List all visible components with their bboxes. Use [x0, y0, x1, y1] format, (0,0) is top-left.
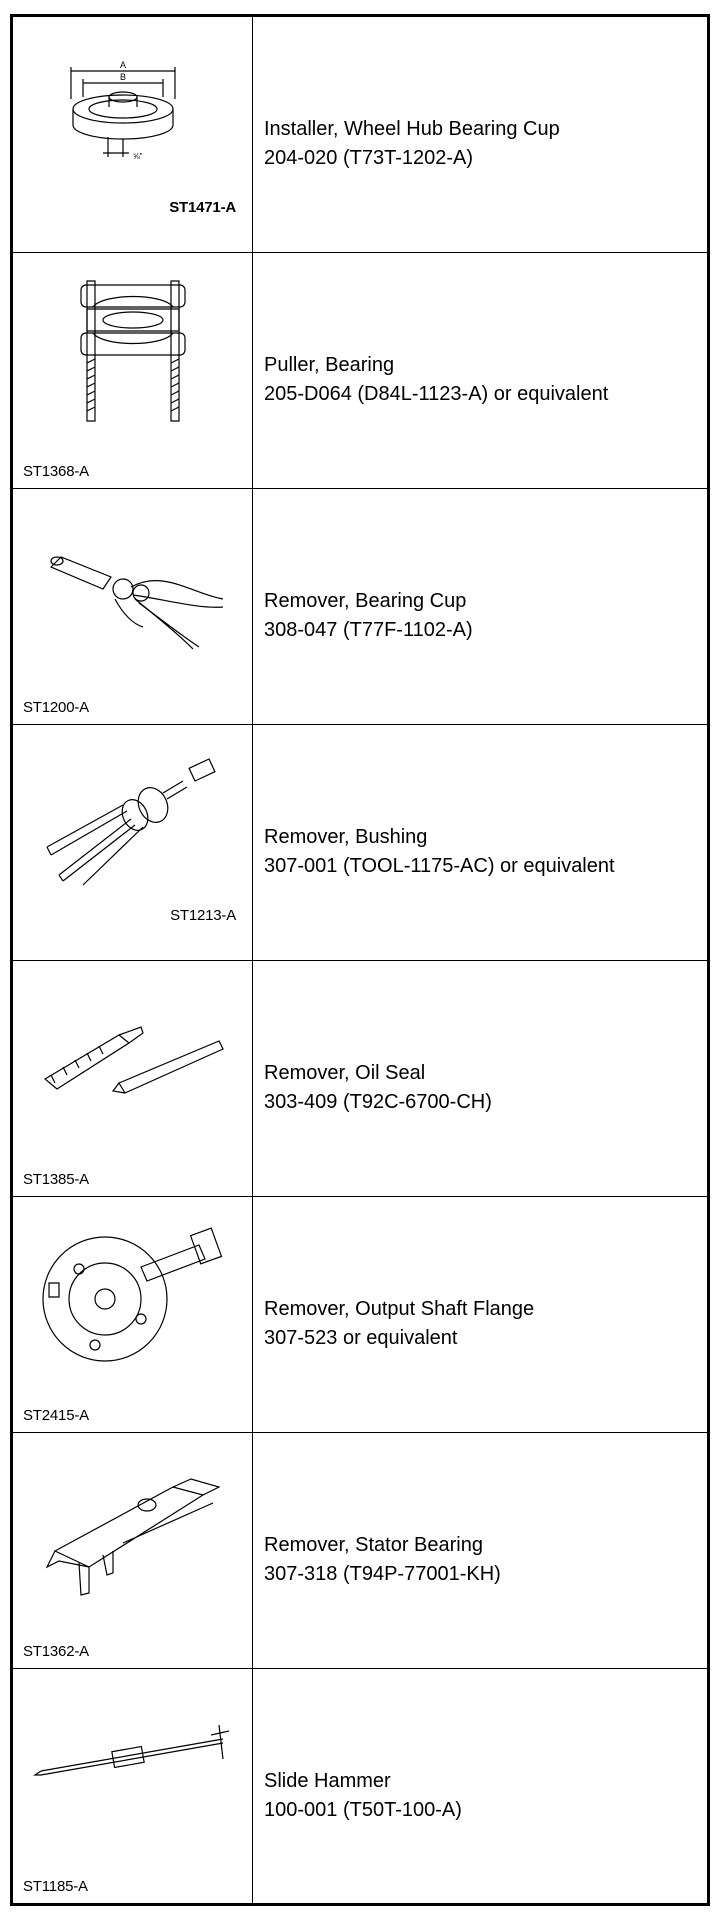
- dimension-label-c: ⅝": [133, 152, 143, 161]
- illustration-code: ST1385-A: [23, 1171, 89, 1188]
- tool-row: [13, 253, 707, 489]
- dimension-label-a: A: [119, 60, 127, 70]
- tool-illustration-cell: [13, 253, 253, 488]
- illustration-code: ST1368-A: [23, 463, 89, 480]
- tool-description-cell: [254, 1197, 707, 1432]
- tool-name: Remover, Oil Seal: [264, 1062, 426, 1084]
- tool-description-cell: [254, 253, 707, 488]
- tool-row: [13, 1669, 707, 1903]
- tool-name: Puller, Bearing: [264, 354, 395, 376]
- bearing-cup-remover-icon: [23, 499, 243, 659]
- oil-seal-remover-icon: [23, 971, 243, 1131]
- tool-number: 303-409 (T92C-6700-CH): [264, 1091, 492, 1113]
- tool-number: 307-001 (TOOL-1175-AC) or equivalent: [264, 855, 615, 877]
- illustration-code: ST1213-A: [170, 907, 236, 924]
- illustration-code: ST1185-A: [23, 1878, 88, 1895]
- stator-bearing-remover-icon: [23, 1443, 243, 1603]
- bearing-puller-icon: [23, 263, 243, 423]
- tool-illustration-cell: [13, 961, 253, 1196]
- tool-name: Remover, Stator Bearing: [264, 1534, 483, 1556]
- tool-description-cell: [254, 17, 707, 252]
- tool-number: 307-523 or equivalent: [264, 1327, 458, 1349]
- tool-number: 205-D064 (D84L-1123-A) or equivalent: [264, 383, 609, 405]
- tool-number: 307-318 (T94P-77001-KH): [264, 1563, 501, 1585]
- special-tools-table: [10, 14, 710, 1906]
- tool-name: Slide Hammer: [264, 1770, 391, 1792]
- tool-number: 204-020 (T73T-1202-A): [264, 147, 474, 169]
- tool-name: Remover, Bushing: [264, 826, 428, 848]
- tool-illustration-cell: [13, 1197, 253, 1432]
- tool-row: [13, 1433, 707, 1669]
- tool-name: Installer, Wheel Hub Bearing Cup: [264, 118, 560, 140]
- dimension-label-b: B: [119, 72, 127, 82]
- tool-illustration-cell: [13, 1433, 253, 1668]
- tool-row: [13, 17, 707, 253]
- tool-illustration-cell: [13, 489, 253, 724]
- tool-name: Remover, Output Shaft Flange: [264, 1298, 535, 1320]
- tool-description-cell: [254, 489, 707, 724]
- tool-row: [13, 725, 707, 961]
- slide-hammer-icon: [23, 1679, 243, 1839]
- tool-number: 100-001 (T50T-100-A): [264, 1799, 462, 1821]
- bushing-remover-icon: [23, 735, 243, 895]
- tool-illustration-cell: [13, 17, 253, 252]
- tool-description-cell: [254, 1433, 707, 1668]
- tool-row: [13, 489, 707, 725]
- tool-number: 308-047 (T77F-1102-A): [264, 619, 473, 641]
- illustration-code: ST1200-A: [23, 699, 89, 716]
- bearing-cup-installer-icon: [23, 27, 243, 187]
- tool-illustration-cell: [13, 725, 253, 960]
- tool-description-cell: [254, 961, 707, 1196]
- illustration-code: ST1362-A: [23, 1643, 89, 1660]
- tool-illustration-cell: [13, 1669, 253, 1903]
- tool-row: [13, 961, 707, 1197]
- tool-description-cell: [254, 1669, 707, 1903]
- illustration-code: ST2415-A: [23, 1407, 89, 1424]
- tool-row: [13, 1197, 707, 1433]
- flange-remover-icon: [23, 1207, 243, 1367]
- tool-description-cell: [254, 725, 707, 960]
- illustration-code: ST1471-A: [169, 199, 236, 216]
- tool-name: Remover, Bearing Cup: [264, 590, 467, 612]
